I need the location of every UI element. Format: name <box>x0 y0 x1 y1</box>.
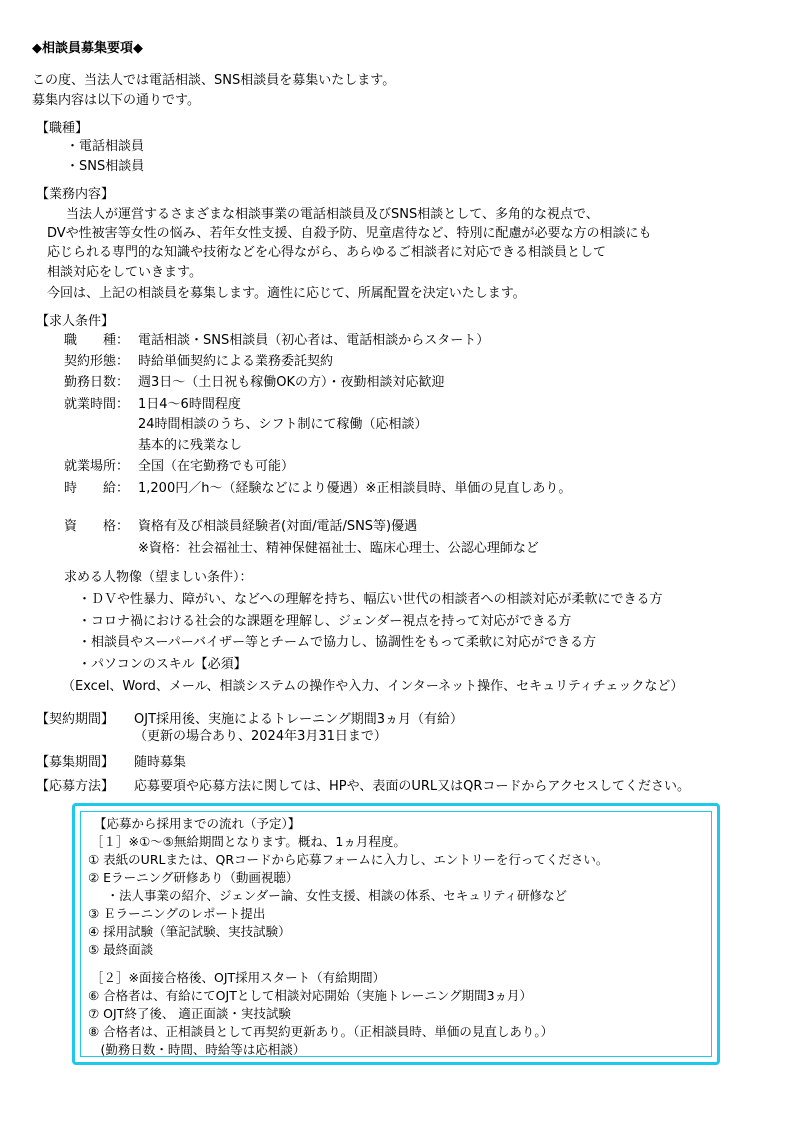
condition-label: 就業場所： <box>64 459 130 474</box>
condition-value: 基本的に残業なし <box>138 438 243 453</box>
work-line: 今回は、上記の相談員を募集します。適性に応じて、所属配置を決定いたします。 <box>47 286 526 301</box>
period-heading: 【募集期間】 <box>36 755 115 770</box>
condition-value: 電話相談・SNS相談員（初心者は、電話相談からスタート） <box>138 333 490 348</box>
skills-note: （Excel、Word、メール、相談システムの操作や入力、インターネット操作、セキュリティチェックなど） <box>62 679 684 694</box>
condition-value: 全国（在宅勤務でも可能） <box>138 459 295 474</box>
flow-line: ① 表紙のURLまたは、QRコードから応募フォームに入力し、エントリーを行ってください。 <box>88 852 609 867</box>
job-type-item: ・電話相談員 <box>66 139 145 154</box>
contract-value: OJT採用後、実施によるトレーニング期間3ヵ月（有給） <box>134 712 464 727</box>
work-heading: 【業務内容】 <box>36 187 115 202</box>
flow-line: ・法人事業の紹介、ジェンダー論、女性支援、相談の体系、セキュリティ研修など <box>94 888 568 903</box>
condition-label: 資 格： <box>64 519 130 534</box>
intro-line-2: 募集内容は以下の通りです。 <box>32 93 200 108</box>
flow-heading: 【応募から採用までの流れ（予定）】 <box>94 816 301 831</box>
flow-line: (勤務日数・時間、時給等は応相談） <box>88 1042 306 1057</box>
contract-heading: 【契約期間】 <box>36 712 115 727</box>
page-title: ◆相談員募集要項◆ <box>32 41 143 56</box>
ideal-item: ・パソコンのスキル【必須】 <box>78 657 247 672</box>
period-value: 随時募集 <box>134 755 187 770</box>
flow-line: ⑦ OJT終了後、 適正面談・実技試験 <box>88 1006 291 1021</box>
work-line: 相談対応をしていきます。 <box>47 265 202 280</box>
apply-heading: 【応募方法】 <box>36 779 115 794</box>
flow-line: ⑧ 合格者は、正相談員として再契約更新あり。（正相談員時、単価の見直しあり。） <box>88 1024 554 1039</box>
job-type-heading: 【職種】 <box>36 121 89 136</box>
condition-label: 契約形態： <box>64 354 130 369</box>
intro-line-1: この度、当法人では電話相談、SNS相談員を募集いたします。 <box>32 73 396 88</box>
flow-line: ③ Ｅラーニングのレポート提出 <box>88 906 266 921</box>
work-line: DVや性被害等女性の悩み、若年女性支援、自殺予防、児童虐待など、特別に配慮が必要な方の相談にも <box>47 226 652 241</box>
ideal-item: ・ＤＶや性暴力、障がい、などへの理解を持ち、幅広い世代の相談者への相談対応が柔軟にできる方 <box>78 592 663 607</box>
flow-line: ④ 採用試験（筆記試験、実技試験） <box>88 924 291 939</box>
work-line: 当法人が運営するさまざまな相談事業の電話相談員及びSNS相談として、多角的な視点で、 <box>66 207 599 222</box>
contract-note: （更新の場合あり、2024年3月31日まで） <box>134 729 387 744</box>
condition-value: 24時間相談のうち、シフト制にて稼働（応相談） <box>138 417 428 432</box>
condition-label: 勤務日数： <box>64 375 130 390</box>
flow-line: ② Eラーニング研修あり（動画視聴） <box>88 870 299 885</box>
condition-label: 職 種： <box>64 333 130 348</box>
condition-label: 就業時間： <box>64 397 130 412</box>
condition-value: ※資格：社会福祉士、精神保健福祉士、臨床心理士、公認心理師など <box>138 541 539 556</box>
flow-line: ⑥ 合格者は、有給にてOJTとして相談対応開始（実施トレーニング期間3ヵ月） <box>88 988 533 1003</box>
condition-value: 週3日～（土日祝も稼働OKの方）・夜勤相談対応歓迎 <box>138 375 445 390</box>
flow-line: ⑤ 最終面談 <box>88 942 154 957</box>
job-type-item: ・SNS相談員 <box>66 159 145 174</box>
ideal-heading: 求める人物像（望ましい条件）： <box>64 570 253 585</box>
condition-label: 時 給： <box>64 481 130 496</box>
condition-value: 資格有及び相談員経験者(対面/電話/SNS等)優遇 <box>138 519 418 534</box>
condition-value: 1日4～6時間程度 <box>138 397 241 412</box>
ideal-item: ・コロナ禍における社会的な課題を理解し、ジェンダー視点を持って対応ができる方 <box>78 614 572 629</box>
flow-line: ［２］※面接合格後、OJT採用スタート（有給期間） <box>91 970 386 985</box>
ideal-item: ・相談員やスーパーバイザー等とチームで協力し、協調性をもって柔軟に対応ができる方 <box>78 635 597 650</box>
work-line: 応じられる専門的な知識や技術などを心得ながら、あらゆるご相談者に対応できる相談員として <box>47 245 607 260</box>
conditions-heading: 【求人条件】 <box>36 314 115 329</box>
condition-value: 時給単価契約による業務委託契約 <box>138 354 334 369</box>
condition-value: 1,200円／h～（経験などにより優遇）※正相談員時、単価の見直しあり。 <box>138 481 572 496</box>
apply-value: 応募要項や応募方法に関しては、HPや、表面のURL又はQRコードからアクセスしてください。 <box>134 779 691 794</box>
flow-line: ［１］※①～⑤無給期間となります。概ね、1ヵ月程度。 <box>91 834 406 849</box>
